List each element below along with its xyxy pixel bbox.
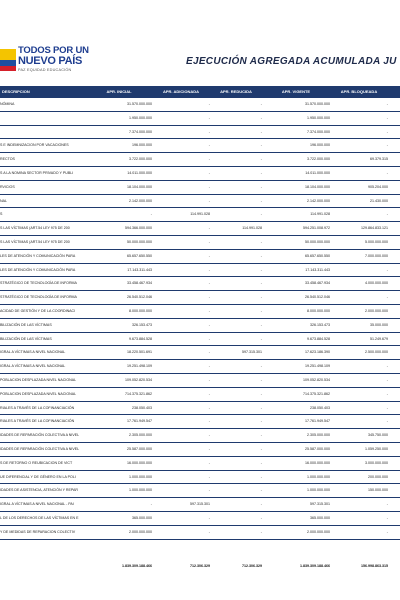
row-apr-adicionada: - xyxy=(208,405,210,410)
row-apr-bloqueada: 4.000.000.000 xyxy=(365,281,388,286)
row-descripcion: LES DE ATENCIÓN Y COMUNICACIÓN PARA xyxy=(0,267,76,272)
row-apr-reducida: - xyxy=(260,281,262,286)
row-apr-vigente: 16.000.000.000 xyxy=(305,460,330,465)
row-apr-reducida: 597.315.301 xyxy=(242,350,262,355)
row-apr-vigente: 597.315.301 xyxy=(310,502,330,507)
row-descripcion: BILIZACIÓN DE LAS VÍCTIMAS xyxy=(0,336,52,341)
row-apr-bloqueada: 129.864.833.121 xyxy=(361,226,388,231)
row-apr-adicionada: - xyxy=(208,364,210,369)
row-apr-vigente: 2.142.000.000 xyxy=(307,198,330,203)
table-row xyxy=(0,126,400,140)
row-apr-inicial: 238.050.403 xyxy=(132,405,152,410)
total-apr-vigente: 1.839.309.188.466 xyxy=(300,564,330,568)
row-apr-inicial: 326.153.473 xyxy=(132,322,152,327)
row-apr-adicionada: - xyxy=(208,391,210,396)
header-descripcion: DESCRIPCION xyxy=(2,89,30,94)
row-apr-adicionada: - xyxy=(208,198,210,203)
row-apr-inicial: 18.220.501.691 xyxy=(127,350,152,355)
table-row xyxy=(0,319,400,333)
row-descripcion: NÓMINA xyxy=(0,102,15,106)
report-title: EJECUCIÓN AGREGADA ACUMULADA JU xyxy=(186,56,397,67)
table-row xyxy=(0,484,400,498)
table-row xyxy=(0,388,400,402)
row-apr-inicial: 8.000.000.000 xyxy=(129,308,152,313)
row-apr-vigente: 26.540.512.046 xyxy=(305,295,330,300)
row-apr-reducida: - xyxy=(260,102,262,106)
row-descripcion: S xyxy=(0,212,3,217)
row-apr-vigente: 2.305.000.000 xyxy=(307,433,330,438)
row-apr-bloqueada: 3.000.000.000 xyxy=(365,460,388,465)
row-apr-bloqueada: 69.379.315 xyxy=(370,157,388,162)
row-apr-inicial: 1.000.000.000 xyxy=(129,488,152,493)
row-apr-adicionada: - xyxy=(208,184,210,189)
row-apr-inicial: 714.375.321.862 xyxy=(125,391,152,396)
row-apr-reducida: 114.991.028 xyxy=(242,226,262,231)
row-apr-vigente: 1.000.000.000 xyxy=(307,488,330,493)
table-row xyxy=(0,415,400,429)
table-row xyxy=(0,195,400,209)
row-apr-reducida: - xyxy=(260,474,262,479)
row-apr-adicionada: - xyxy=(208,157,210,162)
row-apr-bloqueada: 1.059.250.000 xyxy=(365,446,388,451)
row-apr-inicial: 25.587.000.000 xyxy=(127,446,152,451)
table-row xyxy=(0,471,400,485)
row-descripcion xyxy=(0,112,84,125)
table-row xyxy=(0,498,400,512)
table-row xyxy=(0,402,400,416)
row-descripcion: IGRAL A VÍCTIMAS A NIVEL NACIONAL xyxy=(0,350,66,355)
table-row xyxy=(0,526,400,540)
header-apr-reducida: APR. REDUCIDA xyxy=(220,89,252,94)
table-row xyxy=(0,429,400,443)
row-apr-adicionada: - xyxy=(208,308,210,313)
row-apr-adicionada: - xyxy=(208,336,210,341)
row-apr-bloqueada: - xyxy=(386,143,388,148)
row-apr-reducida: - xyxy=(260,364,262,369)
row-apr-vigente: 1.950.000.000 xyxy=(307,115,330,120)
row-apr-adicionada: - xyxy=(208,460,210,465)
table-row xyxy=(0,346,400,360)
row-apr-inicial: 2.000.000.000 xyxy=(129,529,152,534)
row-descripcion: ACIDAD DE GESTIÓN Y DE LA COORDINACI xyxy=(0,308,76,313)
row-apr-reducida: - xyxy=(260,460,262,465)
row-apr-reducida: - xyxy=(260,502,262,507)
row-descripcion: S LAS VÍCTIMAS (ART.54 LEY 975 DE 200 xyxy=(0,239,70,244)
row-descripcion: IDADES DE ASISTENCIA, ATENCIÓN Y REPAR xyxy=(0,488,79,493)
row-descripcion: BILIZACIÓN DE LAS VÍCTIMAS xyxy=(0,322,52,327)
row-apr-vigente: 114.991.028 xyxy=(310,212,330,217)
row-apr-adicionada: - xyxy=(208,170,210,175)
row-apr-vigente: 238.050.403 xyxy=(310,405,330,410)
table-row xyxy=(0,167,400,181)
row-apr-reducida: - xyxy=(260,212,262,217)
row-apr-bloqueada: - xyxy=(386,212,388,217)
table-row xyxy=(0,443,400,457)
table-row xyxy=(0,374,400,388)
row-apr-inicial: 2.305.000.000 xyxy=(129,433,152,438)
report-header xyxy=(0,0,400,86)
row-apr-bloqueada: - xyxy=(386,391,388,396)
row-apr-adicionada: - xyxy=(208,129,210,134)
row-apr-inicial: 17.143.311.443 xyxy=(127,267,152,272)
row-apr-vigente: 33.458.467.934 xyxy=(305,281,330,286)
row-apr-reducida: - xyxy=(260,157,262,162)
row-apr-inicial: 33.458.467.934 xyxy=(127,281,152,286)
table-row xyxy=(0,236,400,250)
row-apr-reducida: - xyxy=(260,308,262,313)
total-apr-reducida: 712.306.329 xyxy=(242,564,262,568)
row-descripcion: S DE RETORNO O REUBICACION DE VICT xyxy=(0,460,73,465)
row-apr-adicionada: - xyxy=(208,474,210,479)
table-row xyxy=(0,457,400,471)
row-apr-bloqueada: - xyxy=(386,115,388,120)
row-apr-bloqueada: 7.000.000.000 xyxy=(365,253,388,258)
row-apr-inicial: 50.000.000.000 xyxy=(127,239,152,244)
row-apr-vigente: 25.587.000.000 xyxy=(305,446,330,451)
row-descripcion: IDADES DE REPARACIÓN COLECTIVA A NIVEL xyxy=(0,446,80,451)
row-apr-bloqueada: - xyxy=(386,364,388,369)
row-apr-inicial: 1.000.000.000 xyxy=(129,474,152,479)
row-apr-reducida: - xyxy=(260,239,262,244)
row-apr-inicial: 17.761.949.547 xyxy=(127,419,152,424)
government-logo xyxy=(0,43,90,85)
row-apr-bloqueada: 345.750.000 xyxy=(368,433,388,438)
row-apr-inicial: 365.000.000 xyxy=(132,515,152,520)
row-apr-vigente: 17.623.186.390 xyxy=(305,350,330,355)
row-apr-bloqueada: - xyxy=(386,502,388,507)
row-descripcion: RVICIOS xyxy=(0,184,15,189)
table-row xyxy=(0,139,400,153)
row-descripcion: POBLACION DESPLAZADA NIVEL NACIONAL xyxy=(0,391,77,396)
row-apr-vigente: 14.011.000.000 xyxy=(305,170,330,175)
row-apr-bloqueada: - xyxy=(386,377,388,382)
row-descripcion: RECTOS xyxy=(0,157,15,162)
row-apr-bloqueada: 51.249.679 xyxy=(370,336,388,341)
row-descripcion: S LAS VÍCTIMAS (ART.54 LEY 975 DE 200 xyxy=(0,226,70,231)
row-apr-reducida: - xyxy=(260,253,262,258)
row-apr-vigente: 17.761.949.547 xyxy=(305,419,330,424)
row-apr-vigente: 109.052.820.534 xyxy=(303,377,330,382)
row-apr-reducida: - xyxy=(260,295,262,300)
row-descripcion: STRATÉGICO DE TECNOLOGÍA DE INFORMA xyxy=(0,281,77,286)
row-apr-reducida: - xyxy=(260,419,262,424)
row-apr-inicial: 19.251.498.109 xyxy=(127,364,152,369)
row-descripcion: LES DE ATENCIÓN Y COMUNICACIÓN PARA xyxy=(0,253,76,258)
row-apr-bloqueada: 2.000.000.000 xyxy=(365,308,388,313)
header-apr-inicial: APR. INICIAL xyxy=(106,89,132,94)
table-row xyxy=(0,333,400,347)
row-apr-inicial: 196.000.000 xyxy=(132,143,152,148)
table-header xyxy=(0,86,400,98)
row-apr-reducida: - xyxy=(260,488,262,493)
total-apr-bloqueada: 156.998.863.315 xyxy=(361,564,388,568)
row-apr-inicial: 18.104.000.000 xyxy=(127,184,152,189)
row-apr-adicionada: - xyxy=(208,419,210,424)
row-apr-adicionada: - xyxy=(208,322,210,327)
row-apr-bloqueada: - xyxy=(386,405,388,410)
row-apr-vigente: 3.722.000.000 xyxy=(307,157,330,162)
row-descripcion: S A LA NOMINA SECTOR PRIVADO Y PUBLI xyxy=(0,170,74,175)
table-row xyxy=(0,181,400,195)
row-apr-reducida: - xyxy=(260,198,262,203)
header-apr-vigente: APR. VIGENTE xyxy=(281,89,311,94)
row-apr-reducida: - xyxy=(260,446,262,451)
row-apr-vigente: 19.251.498.109 xyxy=(305,364,330,369)
row-descripcion xyxy=(0,126,84,139)
row-apr-vigente: 196.000.000 xyxy=(310,143,330,148)
row-descripcion: IGRAL A VÍCTIMAS A NIVEL NACIONAL xyxy=(0,364,66,369)
row-apr-vigente: 2.000.000.000 xyxy=(307,529,330,534)
row-apr-vigente: 7.374.000.000 xyxy=(307,129,330,134)
table-row xyxy=(0,222,400,236)
row-apr-adicionada: - xyxy=(208,281,210,286)
row-apr-inicial: 65.657.650.550 xyxy=(127,253,152,258)
row-apr-inicial: 1.950.000.000 xyxy=(129,115,152,120)
row-apr-adicionada: - xyxy=(208,350,210,355)
row-apr-inicial: 9.673.884.528 xyxy=(129,336,152,341)
total-apr-inicial: 1.839.309.188.466 xyxy=(122,564,152,568)
row-apr-vigente: 31.570.000.000 xyxy=(305,102,330,106)
row-apr-vigente: 594.251.008.972 xyxy=(303,226,330,231)
row-apr-vigente: 326.153.473 xyxy=(310,322,330,327)
row-apr-adicionada: - xyxy=(208,143,210,148)
row-apr-reducida: - xyxy=(260,322,262,327)
table-row xyxy=(0,291,400,305)
table-row xyxy=(0,250,400,264)
row-descripcion: L DE LOS DERECHOS DE LAS VÍCTIMAS EN E xyxy=(0,515,79,520)
totals-row xyxy=(0,560,400,574)
table-row xyxy=(0,98,400,112)
table-body xyxy=(0,98,400,540)
row-descripcion: POBLACION DESPLAZADA NIVEL NACIONAL xyxy=(0,377,77,382)
row-apr-inicial: 594.366.000.000 xyxy=(125,226,152,231)
row-apr-bloqueada: 5.000.000.000 xyxy=(365,239,388,244)
row-apr-adicionada: - xyxy=(208,239,210,244)
table-row xyxy=(0,112,400,126)
row-apr-bloqueada: - xyxy=(386,515,388,520)
row-descripcion: STRATÉGICO DE TECNOLOGÍA DE INFORMA xyxy=(0,295,77,300)
row-apr-inicial: 3.722.000.000 xyxy=(129,157,152,162)
row-apr-vigente: 65.657.650.550 xyxy=(305,253,330,258)
row-apr-reducida: - xyxy=(260,267,262,272)
row-apr-inicial: 31.570.000.000 xyxy=(127,102,152,106)
row-apr-reducida: - xyxy=(260,115,262,120)
row-apr-bloqueada: 2.500.000.000 xyxy=(365,350,388,355)
row-apr-reducida: - xyxy=(260,129,262,134)
row-descripcion: UE DIFERENCIAL Y DE GÉNERO EN LA POLI xyxy=(0,474,76,479)
row-apr-reducida: - xyxy=(260,405,262,410)
table-row xyxy=(0,153,400,167)
row-apr-adicionada: 597.315.301 xyxy=(190,502,210,507)
row-apr-adicionada: - xyxy=(208,433,210,438)
row-apr-adicionada: - xyxy=(208,295,210,300)
row-apr-vigente: 18.104.000.000 xyxy=(305,184,330,189)
row-apr-bloqueada: 150.000.000 xyxy=(368,488,388,493)
row-apr-adicionada: - xyxy=(208,253,210,258)
row-apr-bloqueada: 35.000.000 xyxy=(370,322,388,327)
row-apr-reducida: - xyxy=(260,515,262,520)
table-row xyxy=(0,360,400,374)
row-apr-reducida: - xyxy=(260,391,262,396)
row-descripcion: IDADES DE REPARACIÓN COLECTIVA A NIVEL xyxy=(0,433,80,438)
table-row xyxy=(0,264,400,278)
row-apr-adicionada: - xyxy=(208,446,210,451)
row-apr-vigente: 714.375.321.862 xyxy=(303,391,330,396)
row-apr-inicial: 14.011.000.000 xyxy=(127,170,152,175)
logo-line-2: NUEVO PAÍS xyxy=(18,55,83,67)
row-apr-adicionada: 114.991.028 xyxy=(190,212,210,217)
row-apr-adicionada: - xyxy=(208,267,210,272)
row-apr-adicionada: - xyxy=(208,226,210,231)
row-apr-adicionada: - xyxy=(208,377,210,382)
total-apr-adicionada: 712.306.329 xyxy=(190,564,210,568)
row-apr-inicial: 16.000.000.000 xyxy=(127,460,152,465)
row-apr-bloqueada: - xyxy=(386,295,388,300)
logo-line-1: TODOS POR UN xyxy=(18,45,89,56)
row-apr-inicial: 109.052.820.534 xyxy=(125,377,152,382)
row-apr-reducida: - xyxy=(260,143,262,148)
row-apr-bloqueada: - xyxy=(386,267,388,272)
row-apr-inicial: 26.540.512.046 xyxy=(127,295,152,300)
row-descripcion: NAL xyxy=(0,198,7,203)
logo-tagline: PAZ EQUIDAD EDUCACIÓN xyxy=(18,68,72,72)
table-row xyxy=(0,277,400,291)
row-apr-bloqueada: - xyxy=(386,129,388,134)
row-apr-vigente: 1.000.000.000 xyxy=(307,474,330,479)
row-apr-adicionada: - xyxy=(208,115,210,120)
row-descripcion: Y DE MEDIDAS DE REPARACION COLECTIV xyxy=(0,529,76,534)
row-apr-bloqueada: 200.000.000 xyxy=(368,474,388,479)
row-apr-adicionada: - xyxy=(208,488,210,493)
row-apr-bloqueada: - xyxy=(386,102,388,106)
row-apr-vigente: 50.000.000.000 xyxy=(305,239,330,244)
row-apr-bloqueada: 905.204.000 xyxy=(368,184,388,189)
row-apr-bloqueada: 21.430.000 xyxy=(370,198,388,203)
row-apr-reducida: - xyxy=(260,170,262,175)
row-apr-inicial: 7.374.000.000 xyxy=(129,129,152,134)
row-apr-vigente: 17.143.311.443 xyxy=(305,267,330,272)
row-apr-vigente: 9.673.884.528 xyxy=(307,336,330,341)
row-apr-reducida: - xyxy=(260,529,262,534)
table-row xyxy=(0,208,400,222)
row-apr-inicial: - xyxy=(150,502,152,507)
colombia-flag-icon xyxy=(0,49,16,71)
row-apr-adicionada: - xyxy=(208,515,210,520)
table-row xyxy=(0,512,400,526)
row-apr-reducida: - xyxy=(260,336,262,341)
row-descripcion: RIALES A TRAVÉS DE LA COFINANCIACIÓN xyxy=(0,419,75,424)
row-apr-inicial: 2.142.000.000 xyxy=(129,198,152,203)
row-descripcion: RIALES A TRAVÉS DE LA COFINANCIACIÓN xyxy=(0,405,75,410)
header-apr-bloqueada: APR. BLOQUEADA xyxy=(340,89,378,94)
row-apr-bloqueada: - xyxy=(386,419,388,424)
row-apr-bloqueada: - xyxy=(386,170,388,175)
row-descripcion: S E INDEMNIZACION POR VACACIONES xyxy=(0,143,69,148)
row-apr-adicionada: - xyxy=(208,529,210,534)
row-apr-reducida: - xyxy=(260,184,262,189)
row-apr-reducida: - xyxy=(260,377,262,382)
row-descripcion: IGRAL A VÍCTIMAS A NIVEL NACIONAL - PAI xyxy=(0,502,74,507)
row-apr-inicial: - xyxy=(150,212,152,217)
row-apr-bloqueada: - xyxy=(386,529,388,534)
row-apr-reducida: - xyxy=(260,433,262,438)
row-apr-vigente: 365.000.000 xyxy=(310,515,330,520)
header-apr-adicionada: APR. ADICIONADA xyxy=(162,89,200,94)
table-row xyxy=(0,305,400,319)
row-apr-vigente: 8.000.000.000 xyxy=(307,308,330,313)
row-apr-adicionada: - xyxy=(208,102,210,106)
